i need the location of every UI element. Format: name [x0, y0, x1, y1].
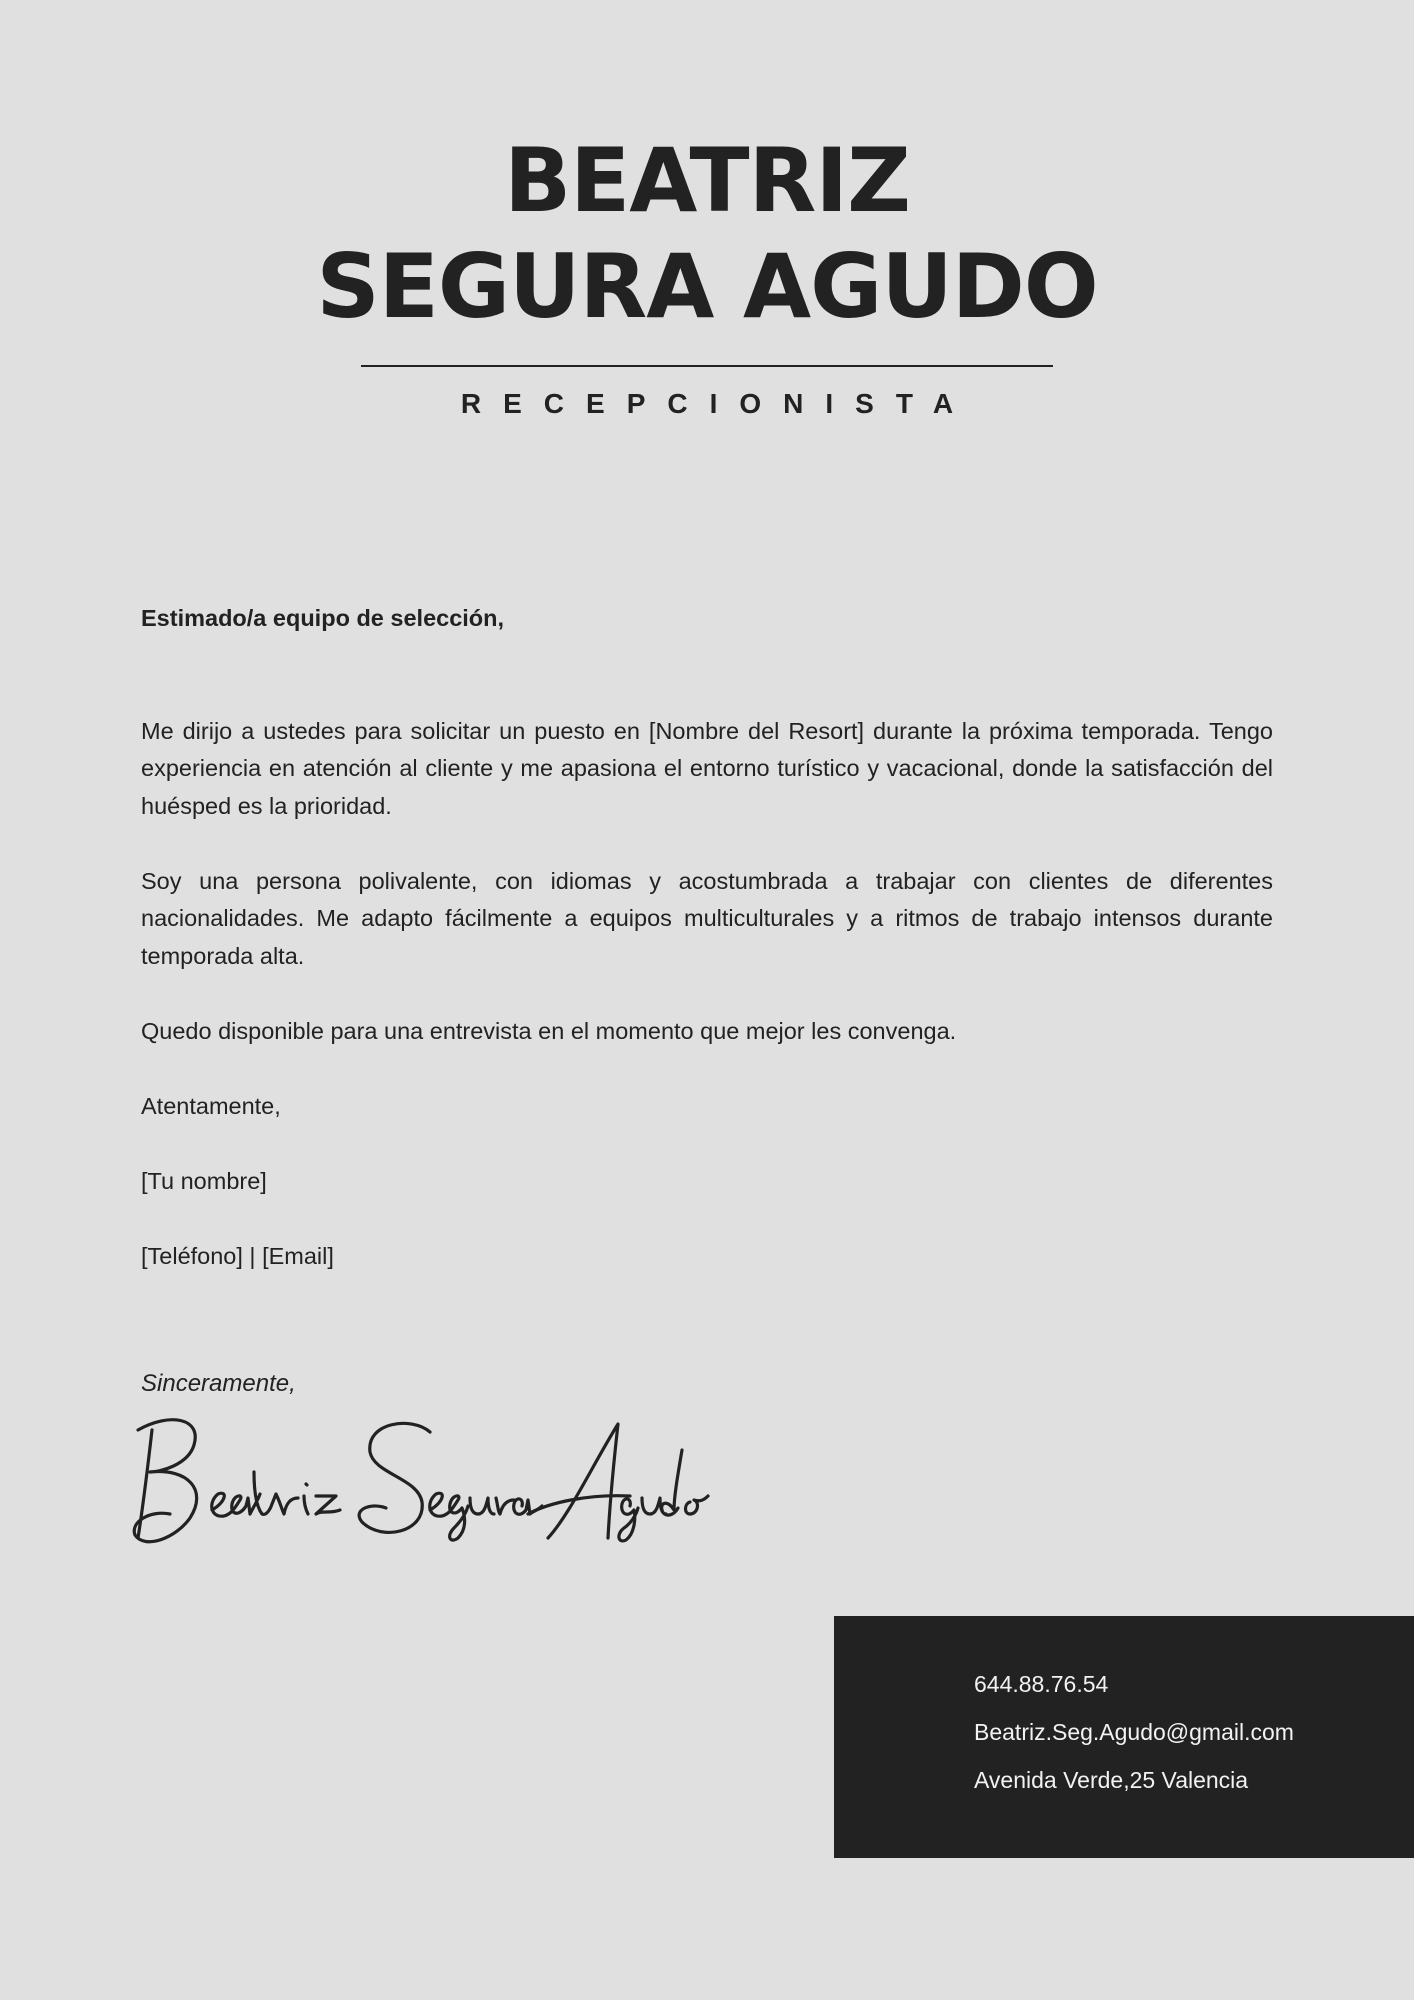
- paragraph-skills: Soy una persona polivalente, con idiomas y acostumbrada a trabajar con clientes de diferentes nacionalidades. Me adapto fácilmente a equipos multiculturales y a ritmos de trabajo intensos durante temporada alta.: [141, 867, 1273, 969]
- contact-address: Avenida Verde,25 Valencia: [974, 1767, 1249, 1793]
- paragraph-name-placeholder: [Tu nombre]: [141, 1167, 267, 1194]
- contact-panel: [834, 1616, 1414, 1858]
- name-last: SEGURA AGUDO: [316, 235, 1098, 338]
- name-first: BEATRIZ: [504, 129, 910, 232]
- salutation: Estimado/a equipo de selección,: [141, 605, 505, 631]
- closing-block: [141, 1370, 296, 1398]
- contact-phone: 644.88.76.54: [974, 1671, 1109, 1697]
- paragraph-availability: Quedo disponible para una entrevista en el momento que mejor les convenga.: [141, 1017, 957, 1044]
- paragraph-contact-placeholder: [Teléfono] | [Email]: [141, 1242, 334, 1269]
- letter-body: [141, 600, 1273, 1313]
- job-title: RECEPCIONISTA: [460, 388, 976, 419]
- header: [0, 128, 1414, 340]
- paragraph-regards: Atentamente,: [141, 1092, 281, 1119]
- contact-email: Beatriz.Seg.Agudo@gmail.com: [974, 1719, 1294, 1745]
- closing-text: Sinceramente,: [141, 1370, 296, 1397]
- paragraph-intro: Me dirijo a ustedes para solicitar un puesto en [Nombre del Resort] durante la próxima temporada. Tengo experiencia en atención al cliente y me apasiona el entorno turístico y vacacional, donde la satisfacción del huésped es la prioridad.: [141, 717, 1273, 819]
- header-divider: [361, 365, 1053, 367]
- handwritten-signature: [130, 1410, 730, 1545]
